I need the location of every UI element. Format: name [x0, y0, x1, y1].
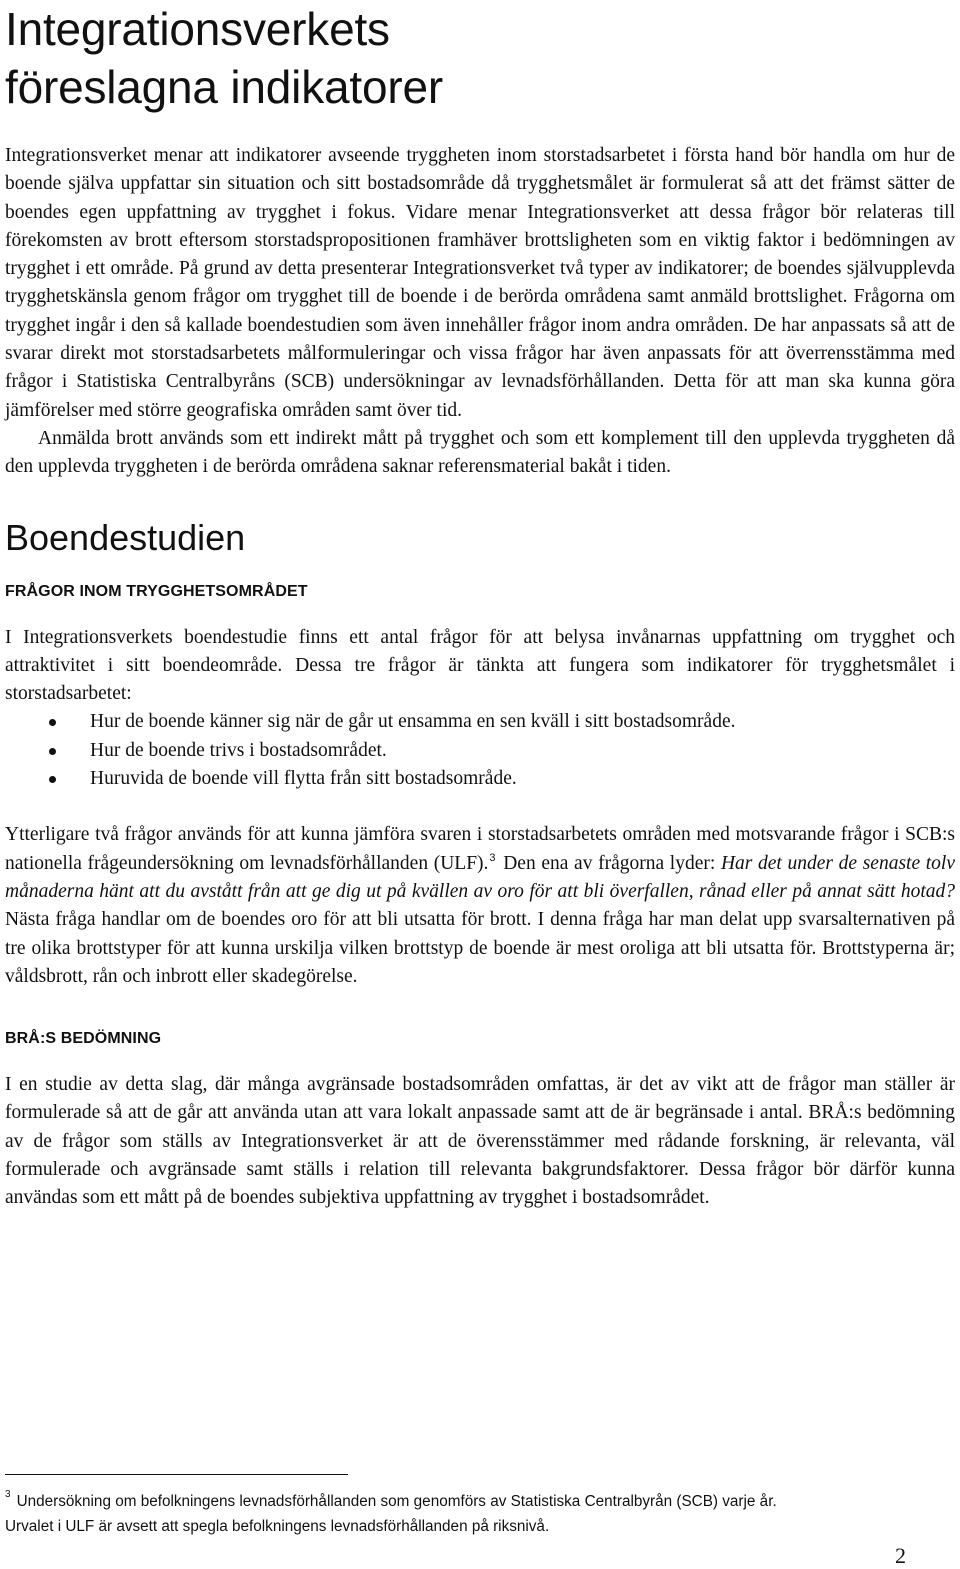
footnote-text-line-2: Urvalet i ULF är avsett att spegla befolkningens levnadsförhållanden på riksnivå.: [5, 1518, 550, 1535]
list-item: Huruvida de boende vill flytta från sitt bostadsområde.: [5, 765, 955, 793]
document-page: [5, 0, 955, 1213]
subheading-trygghetsomradet: FRÅGOR INOM TRYGGHETSOMRÅDET: [5, 582, 308, 600]
bra-paragraph: I en studie av detta slag, där många avgränsade bostadsområden omfattas, är det av vikt att de frågor man ställer är formulerade så att de går att använda utan att vara lokalt anpassade samt att de är begränsade i antal. BRÅ:s bedömning av de frågor som ställs av Integrationsverket är att de överensstämmer med rådande forskning, är relevanta, väl formulerade och avgränsade samt ställs i relation till relevanta bakgrundsfaktorer. Dessa frågor bör därför kunna användas som ett mått på de boendes subjektiva uppfattning av trygghet i bostadsområdet.: [5, 1074, 955, 1209]
bullet-icon: [49, 776, 56, 783]
indicator-list: [5, 708, 955, 793]
ulf-paragraph: Ytterligare två frågor används för att kunna jämföra svaren i storstadsarbetets områden med motsvarande frågor i SCB:s nationella frågeundersökning om levnadsförhållanden (ULF).$^3$ Den ena av frågorna lyder: Har det under de senaste tolv månaderna hänt att du avstått från att ge dig ut på kvällen av oro för att bli överfallen, rånad eller på annat sätt hotad? Nästa fråga handlar om de boendes oro för att bli utsatta för brott. I denna fråga har man delat upp svarsalternativen på tre olika brottstyper för att kunna urskilja vilken brottstyp de boende är mest oroliga att bli utsatta för. Brottstyperna är; våldsbrott, rån och inbrott eller skadegörelse.: [5, 824, 956, 987]
boendestudie-paragraph: I Integrationsverkets boendestudie finns ett antal frågor för att belysa invånarnas uppfattning om trygghet och attraktivitet i sitt boendeområde. Dessa tre frågor är tänkta att fungera som indikatorer för trygghetsmålet i storstadsarbetet:: [5, 626, 955, 705]
intro-paragraph-1: Integrationsverket menar att indikatorer avseende tryggheten inom storstadsarbetet i första hand bör handla om hur de boende själva uppfattar sin situation och sitt bostadsområde då trygghetsmålet är formulerat så att det främst sätter de boendes egen uppfattning av trygghet i fokus. Vidare menar Integrationsverket att dessa frågor bör relateras till förekomsten av brott eftersom storstadspropositionen framhäver brottsligheten som en viktig faktor i bedömningen av trygghet i ett område. På grund av detta presenterar Integrationsverket två typer av indikatorer; de boendes självupplevda trygghetskänsla genom frågor om trygghet till de boende i de berörda områdena samt anmäld brottslighet. Frågorna om trygghet ingår i den så kallade boendestudien som även innehåller frågor inom andra områden. De har anpassats så att de svarar direkt mot storstadsarbetets målformuleringar och vissa frågor har även anpassats för att överrensstämma med frågor i Statistiska Centralbyråns (SCB) undersökningar av levnadsförhållanden. Detta för att man ska kunna göra jämförelser med större geografiska områden samt över tid.: [5, 145, 955, 421]
survey-question-quote: Har det under de senaste tolv månaderna hänt att du avstått från att ge dig ut på kvällen av oro för att bli överfallen, rånad eller på annat sätt hotad?: [5, 852, 956, 902]
intro-paragraph-2: Anmälda brott används som ett indirekt mått på trygghet och som ett komplement till den upplevda tryggheten då den upplevda tryggheten i de berörda områdena saknar referensmaterial bakåt i tiden.: [5, 427, 955, 478]
footnote-number: 3: [5, 1489, 11, 1500]
page-title: Integrationsverkets föreslagna indikatorer: [5, 3, 443, 113]
list-item: Hur de boende känner sig när de går ut ensamma en sen kväll i sitt bostadsområde.: [5, 708, 955, 736]
page-number: 2: [895, 1543, 906, 1568]
subheading-bra-bedomning: BRÅ:S BEDÖMNING: [5, 1030, 162, 1048]
footnote-text-line-1: Undersökning om befolkningens levnadsförhållanden som genomförs av Statistiska Centralbyrån (SCB) varje år.: [16, 1493, 777, 1510]
footnote-divider: [5, 1474, 348, 1475]
footnote-reference: 3: [489, 851, 496, 864]
footnote: [5, 1489, 955, 1539]
section-heading-boendestudien: Boendestudien: [5, 516, 246, 558]
bullet-icon: [49, 748, 56, 755]
bullet-icon: [49, 719, 56, 726]
list-item: Hur de boende trivs i bostadsområdet.: [5, 737, 955, 765]
